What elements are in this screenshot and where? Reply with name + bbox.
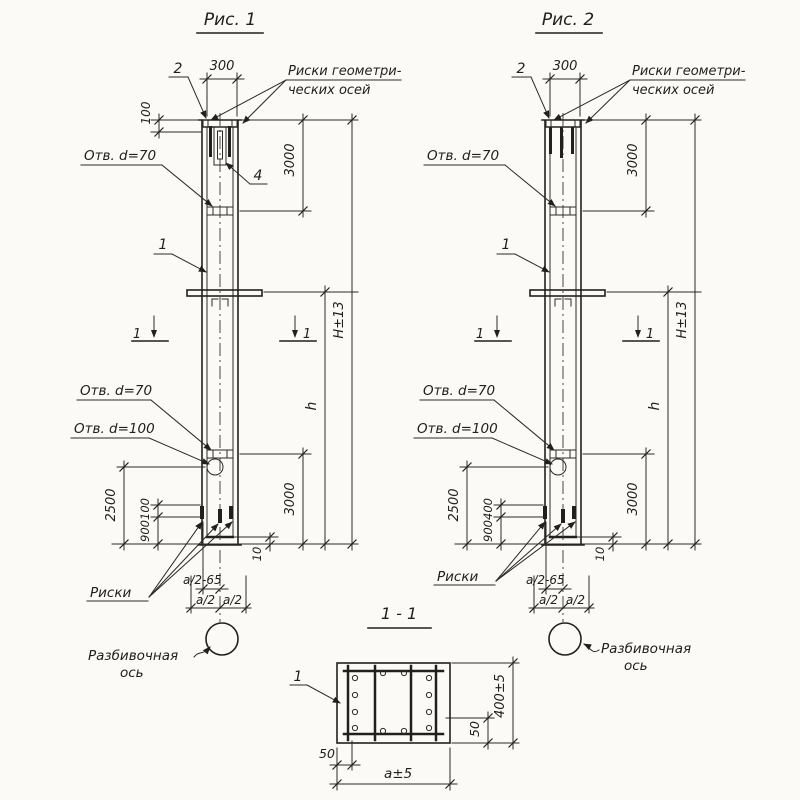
fig1-dim-300: 300	[209, 59, 235, 74]
fig2-dim-2500: 2500	[447, 488, 462, 522]
fig1-title: Рис. 1	[203, 10, 257, 30]
figure-2	[414, 10, 746, 674]
fig1-dim-2500: 2500	[104, 488, 119, 522]
rebar-dots	[352, 670, 431, 733]
section-reinforcement-cage	[344, 666, 443, 740]
section-leader	[290, 685, 340, 703]
section-dim-width: a±5	[384, 766, 413, 782]
fig2-dim-a2-65: a/2-65	[526, 573, 565, 587]
fig1-dim-100: 100	[138, 498, 152, 520]
fig2-dim-900: 900	[481, 520, 495, 542]
fig2-console	[530, 290, 605, 306]
fig1-section-cut-left	[132, 316, 168, 342]
fig1-callout-1: 1	[158, 237, 168, 253]
section-outline	[337, 663, 450, 743]
fig2-callout-1: 1	[501, 237, 511, 253]
fig1-callout-2: 2	[173, 61, 183, 77]
fig2-dim-H: H±13	[675, 301, 690, 339]
fig2-axis-label-1: Разбивочная	[601, 641, 692, 657]
fig2-risk-marks	[543, 506, 576, 523]
section-title: 1 - 1	[380, 604, 418, 623]
section-cut-label: 1	[132, 327, 142, 342]
fig2-dim-a2-left: a/2	[539, 593, 559, 607]
fig2-hole-100	[550, 459, 566, 475]
fig2-dim-h: h	[647, 401, 663, 411]
fig2-dim-a2-right: a/2	[566, 593, 586, 607]
fig2-callout-2: 2	[516, 61, 526, 77]
fig2-section-cut-left	[475, 316, 511, 342]
fig1-dim-H: H±13	[332, 301, 347, 339]
fig1-callout-4: 4	[253, 168, 263, 184]
section-dim-height: 400±5	[493, 674, 508, 718]
fig1-dim-100-top: 100	[139, 101, 153, 125]
fig1-axis-label-1: Разбивочная	[88, 648, 179, 664]
dim-ticks	[333, 659, 518, 789]
fig1-dim-3000-top: 3000	[283, 143, 298, 177]
fig2-dim-3000-top: 3000	[626, 143, 641, 177]
fig1-hole-100	[207, 459, 223, 475]
fig2-axis-marker	[549, 623, 599, 655]
section-1-1	[290, 604, 519, 790]
fig2-hole70-lower-label: Отв. d=70	[423, 383, 496, 399]
fig2-dim-400: 400	[481, 498, 495, 520]
fig1-risk-axes-label-2: ческих осей	[288, 83, 371, 98]
fig1-axis-label-2: ось	[120, 665, 144, 681]
fig2-risks-label: Риски	[437, 569, 479, 585]
fig2-dim-300: 300	[552, 59, 578, 74]
section-cut-label: 1	[475, 327, 485, 342]
fig2-dim-3000-bottom: 3000	[626, 482, 641, 516]
section-cut-label: 1	[645, 327, 655, 342]
fig1-axis-marker	[194, 623, 238, 657]
fig1-section-cut-right	[280, 316, 316, 342]
section-callout-1: 1	[293, 669, 303, 685]
fig2-risk-axes-label-1: Риски геометри-	[632, 64, 746, 79]
fig1-dim-a2-right: a/2	[223, 593, 243, 607]
fig2-dim-10: 10	[593, 546, 607, 562]
fig2-risk-axes-label-2: ческих осей	[632, 83, 715, 98]
fig1-dim-h: h	[304, 401, 320, 411]
fig2-hole70-upper-label: Отв. d=70	[427, 148, 500, 164]
fig1-risk-marks	[200, 506, 233, 523]
fig1-dim-a2-left: a/2	[196, 593, 216, 607]
fig1-hole70-upper-label: Отв. d=70	[84, 148, 157, 164]
fig1-hole70-lower-label: Отв. d=70	[80, 383, 153, 399]
fig1-risks-label: Риски	[90, 585, 132, 601]
fig1-hole100-label: Отв. d=100	[74, 421, 155, 437]
fig1-dim-3000-bottom: 3000	[283, 482, 298, 516]
fig2-hole100-label: Отв. d=100	[417, 421, 498, 437]
fig2-section-cut-right	[623, 316, 659, 342]
figure-1	[71, 10, 402, 681]
fig2-title: Рис. 2	[541, 10, 595, 30]
section-dim-50-right: 50	[467, 721, 482, 737]
section-cut-label: 1	[302, 327, 312, 342]
fig1-dim-900: 900	[138, 520, 152, 542]
fig2-column	[542, 113, 584, 622]
fig2-axis-label-2: ось	[624, 658, 648, 674]
fig2-rebar-outlets	[549, 127, 574, 158]
fig1-dim-a2-65: a/2-65	[183, 573, 222, 587]
fig1-console	[187, 290, 262, 306]
fig1-dim-10: 10	[250, 546, 264, 562]
section-dim-50-bottom: 50	[319, 746, 335, 761]
section-dimension-lines	[330, 657, 519, 790]
fig1-risk-axes-label-1: Риски геометри-	[288, 64, 402, 79]
